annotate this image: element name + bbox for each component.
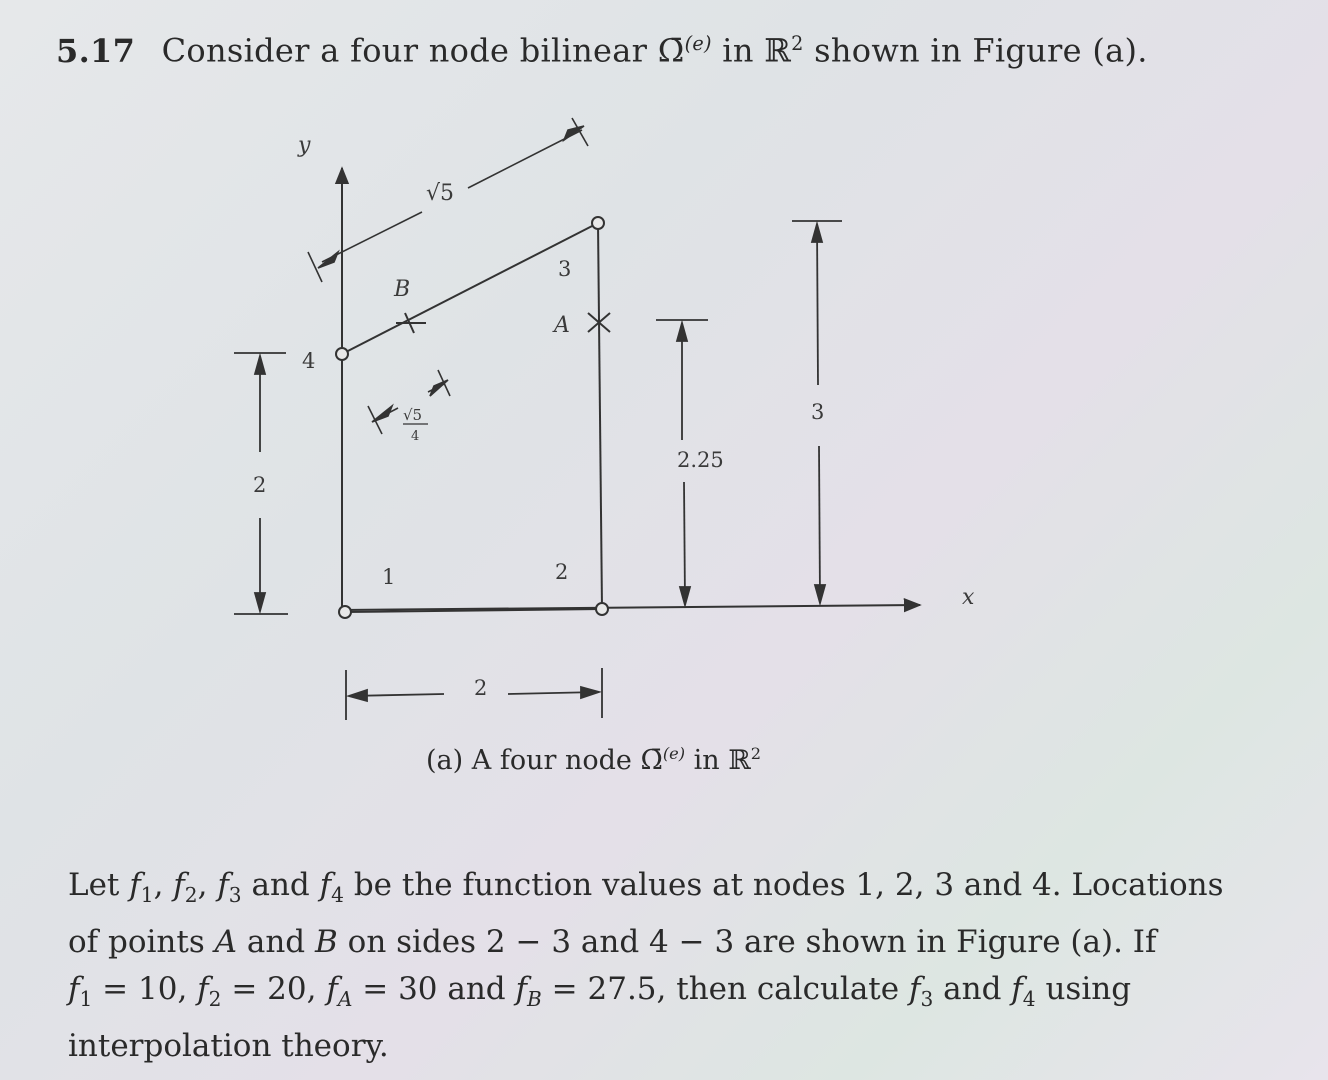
- caption-in: in: [693, 745, 720, 776]
- subscript-b: B: [527, 987, 542, 1012]
- symbol-a: A: [214, 924, 237, 961]
- x-axis-label: x: [962, 585, 975, 610]
- domain-superscript: (e): [684, 32, 712, 55]
- problem-number: 5.17: [56, 31, 136, 70]
- point-b-marker: [396, 313, 426, 333]
- subscript-2: 2: [184, 883, 198, 908]
- space-symbol: ℝ: [764, 31, 792, 70]
- text-let: Let: [68, 867, 120, 903]
- symbol-f4: f: [319, 867, 332, 903]
- subscript-1: 1: [79, 987, 93, 1012]
- value-fb: = 27.5, then calculate: [551, 971, 900, 1008]
- domain-symbol: Ω̄: [657, 31, 685, 70]
- symbol-b: B: [315, 924, 338, 961]
- symbol-f1: f: [68, 971, 80, 1008]
- node-label-2: 2: [555, 560, 569, 584]
- caption-domain-symbol: Ω̄: [640, 745, 663, 776]
- problem-statement: [68, 862, 1280, 1070]
- comma: ,: [153, 867, 164, 903]
- comma: ,: [197, 867, 208, 903]
- point-a-label: A: [554, 313, 570, 338]
- subscript-2: 2: [208, 987, 222, 1012]
- point-b-label: B: [394, 277, 411, 302]
- symbol-f1: f: [129, 867, 141, 903]
- subscript-3: 3: [228, 883, 242, 908]
- node-label-3: 3: [558, 257, 572, 281]
- node-label-1: 1: [382, 565, 396, 589]
- caption-superscript: (e): [662, 744, 686, 763]
- node-1: [339, 606, 351, 618]
- subscript-4: 4: [1022, 987, 1036, 1012]
- b-offset-denominator: 4: [411, 429, 420, 444]
- caption-space-superscript: 2: [750, 744, 762, 763]
- subscript-1: 1: [140, 883, 154, 908]
- subscript-a: A: [337, 987, 353, 1012]
- value-f1: = 10,: [102, 971, 188, 1008]
- symbol-f2: f: [197, 971, 209, 1008]
- value-f2: = 20,: [231, 971, 317, 1008]
- symbol-f4: f: [1011, 971, 1023, 1008]
- statement-line-1: [68, 862, 1280, 919]
- bottom-width-label: 2: [474, 676, 488, 700]
- space-superscript: 2: [791, 32, 804, 55]
- b-offset-numerator: √5: [403, 406, 423, 424]
- text-and: and: [246, 924, 306, 961]
- text-using: using: [1045, 971, 1132, 1008]
- subscript-4: 4: [331, 883, 344, 908]
- edge-2-3: [598, 223, 602, 609]
- symbol-fb: f: [515, 971, 527, 1008]
- node-3: [592, 217, 604, 229]
- text-and: and: [251, 867, 310, 903]
- statement-line-4: interpolation theory.: [68, 1028, 389, 1065]
- text-rest: be the function values at nodes 1, 2, 3 and 4. Locations: [353, 867, 1224, 903]
- value-fa: = 30 and: [362, 971, 506, 1008]
- intro-text: Consider a four node bilinear: [161, 31, 648, 70]
- in-text: in: [722, 31, 754, 70]
- node-4: [336, 348, 348, 360]
- a-height-label: 2.25: [677, 448, 724, 472]
- caption-space-symbol: ℝ: [728, 745, 751, 776]
- statement-line-3: [68, 966, 1280, 1023]
- symbol-f3: f: [217, 867, 229, 903]
- text-rest: on sides 2 − 3 and 4 − 3 are shown in Figure (a). If: [347, 924, 1157, 961]
- y-axis-label: y: [298, 133, 311, 158]
- symbol-f3: f: [908, 971, 921, 1008]
- text-and: and: [943, 971, 1002, 1008]
- text-of-points: of points: [68, 924, 205, 961]
- symbol-fa: f: [326, 971, 338, 1008]
- x-axis: [342, 605, 920, 610]
- node-label-4: 4: [302, 349, 316, 373]
- outro-text: shown in Figure (a).: [814, 31, 1148, 70]
- symbol-f2: f: [173, 867, 185, 903]
- caption-prefix: (a) A four node: [426, 745, 632, 776]
- statement-line-2: [68, 919, 1280, 966]
- left-vertical-label: 2: [253, 473, 267, 497]
- top-edge-length: √5: [426, 181, 455, 206]
- subscript-3: 3: [920, 987, 934, 1012]
- node3-height-label: 3: [811, 400, 825, 424]
- node-2: [596, 603, 608, 615]
- figure-caption: [426, 734, 761, 781]
